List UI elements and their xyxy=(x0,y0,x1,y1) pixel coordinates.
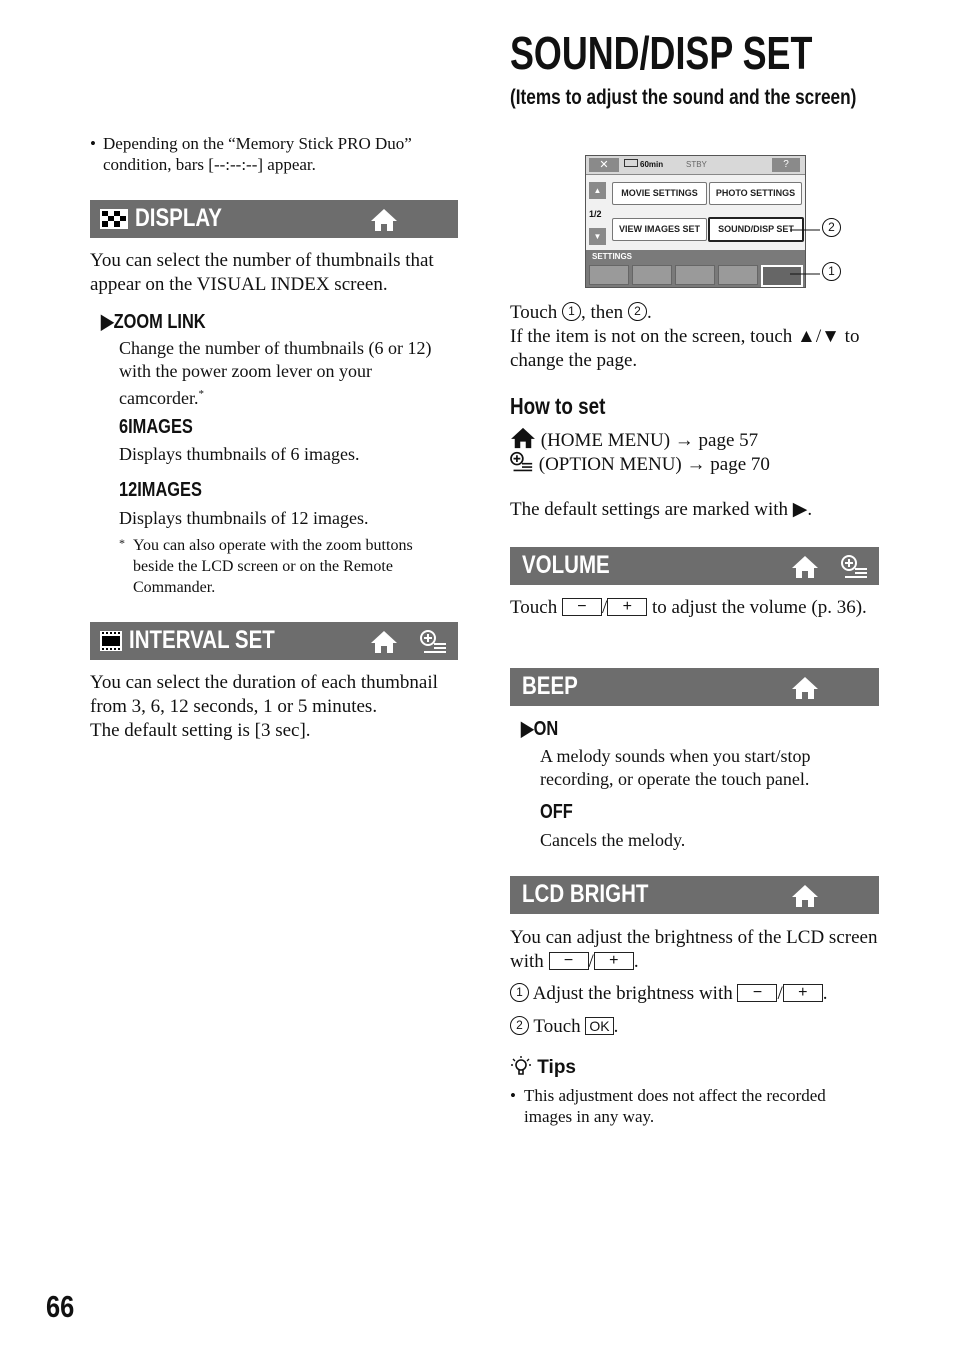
photo-settings-button[interactable]: PHOTO SETTINGS xyxy=(709,182,802,205)
touch-instruction: Touch 1 , then 2 . If the item is not on the screen, touch ▲/▼ to change the page. xyxy=(510,302,860,371)
minus-button[interactable]: − xyxy=(562,598,602,616)
zoom-link-label: ▶ZOOM LINK xyxy=(101,311,206,333)
minus-button[interactable]: − xyxy=(549,952,589,970)
footnote: * You can also operate with the zoom buttons beside the LCD screen or on the Remote Commander. xyxy=(119,536,413,596)
beep-on-desc: A melody sounds when you start/stop recording, or operate the touch panel. xyxy=(540,746,811,789)
option-menu-ref: (OPTION MENU) → page 70 xyxy=(510,451,770,477)
tab-camera[interactable] xyxy=(589,265,629,285)
option-menu-icon xyxy=(420,629,448,655)
home-menu-ref: (HOME MENU) → page 57 xyxy=(510,427,758,453)
page-number: 66 xyxy=(46,1289,75,1324)
lightbulb-icon xyxy=(510,1055,532,1077)
sound-disp-set-button[interactable]: SOUND/DISP SET xyxy=(708,217,804,242)
battery-indicator: 60min xyxy=(624,159,663,169)
home-icon xyxy=(791,555,819,579)
tab-playback[interactable] xyxy=(632,265,672,285)
beep-off-label: OFF xyxy=(540,801,573,823)
page-up-button[interactable]: ▲ xyxy=(589,182,606,199)
beep-off-desc: Cancels the melody. xyxy=(540,830,686,850)
film-icon xyxy=(100,631,122,651)
twelve-images-label: 12IMAGES xyxy=(119,479,202,501)
close-button[interactable]: ✕ xyxy=(589,158,619,172)
lcd-bright-heading: LCD BRIGHT xyxy=(522,880,649,908)
interval-section-header xyxy=(90,622,458,660)
beep-section-header xyxy=(510,668,879,706)
six-images-desc: Displays thumbnails of 6 images. xyxy=(119,444,360,464)
tab-list[interactable] xyxy=(675,265,715,285)
display-body: You can select the number of thumbnails that appear on the VISUAL INDEX screen. xyxy=(90,250,434,295)
tab-media[interactable] xyxy=(718,265,758,285)
help-button[interactable]: ? xyxy=(772,158,800,172)
ok-button[interactable]: OK xyxy=(585,1017,613,1035)
page-indicator: 1/2 xyxy=(589,209,602,219)
home-icon xyxy=(370,630,398,654)
display-heading: DISPLAY xyxy=(135,204,222,232)
option-menu-icon xyxy=(841,554,869,580)
twelve-images-desc: Displays thumbnails of 12 images. xyxy=(119,508,369,528)
movie-settings-button[interactable]: MOVIE SETTINGS xyxy=(612,182,707,205)
beep-on-label: ▶ON xyxy=(521,718,559,740)
volume-heading: VOLUME xyxy=(522,551,610,579)
tips-heading: Tips xyxy=(510,1055,576,1079)
display-icon xyxy=(100,209,128,229)
plus-button[interactable]: + xyxy=(783,984,823,1002)
tips-bullet: • This adjustment does not affect the recorded images in any way. xyxy=(510,1086,826,1126)
display-section-header xyxy=(90,200,458,238)
volume-body: Touch − / + to adjust the volume (p. 36). xyxy=(510,597,867,618)
lcd-bright-body: You can adjust the brightness of the LCD screen with − / + . xyxy=(510,927,878,972)
interval-heading: INTERVAL SET xyxy=(129,626,275,654)
status-text: STBY xyxy=(686,160,707,169)
callout-2: 2 xyxy=(822,220,841,239)
lcd-bright-section-header xyxy=(510,876,879,914)
home-icon xyxy=(370,208,398,232)
settings-label: SETTINGS xyxy=(592,252,633,261)
beep-heading: BEEP xyxy=(522,672,578,700)
lcd-step-1: 1 Adjust the brightness with − / + . xyxy=(510,982,880,1006)
home-icon xyxy=(791,676,819,700)
home-icon xyxy=(510,427,536,449)
how-to-set-heading: How to set xyxy=(510,393,606,419)
intro-bullet: • Depending on the “Memory Stick PRO Duo” condition, bars [--:--:--] appear. xyxy=(90,134,412,174)
view-images-set-button[interactable]: VIEW IMAGES SET xyxy=(612,218,707,241)
interval-body: You can select the duration of each thumbnail from 3, 6, 12 seconds, 1 or 5 minutes. The default setting is [3 sec]. xyxy=(90,672,438,741)
plus-button[interactable]: + xyxy=(594,952,634,970)
callout-1: 1 xyxy=(822,264,841,283)
zoom-link-desc: Change the number of thumbnails (6 or 12) with the power zoom lever on your camcorder.* xyxy=(119,338,432,408)
page-title: SOUND/DISP SET xyxy=(510,27,813,79)
home-icon xyxy=(791,884,819,908)
settings-screen-illustration xyxy=(585,155,806,288)
default-note: The default settings are marked with ▶. xyxy=(510,499,813,520)
plus-button[interactable]: + xyxy=(607,598,647,616)
minus-button[interactable]: − xyxy=(737,984,777,1002)
page-subtitle: (Items to adjust the sound and the screen) xyxy=(510,86,857,109)
volume-section-header xyxy=(510,547,879,585)
lcd-step-2: 2 Touch OK . xyxy=(510,1015,880,1039)
option-menu-icon xyxy=(510,451,534,473)
page-down-button[interactable]: ▼ xyxy=(589,228,606,245)
six-images-label: 6IMAGES xyxy=(119,416,193,438)
